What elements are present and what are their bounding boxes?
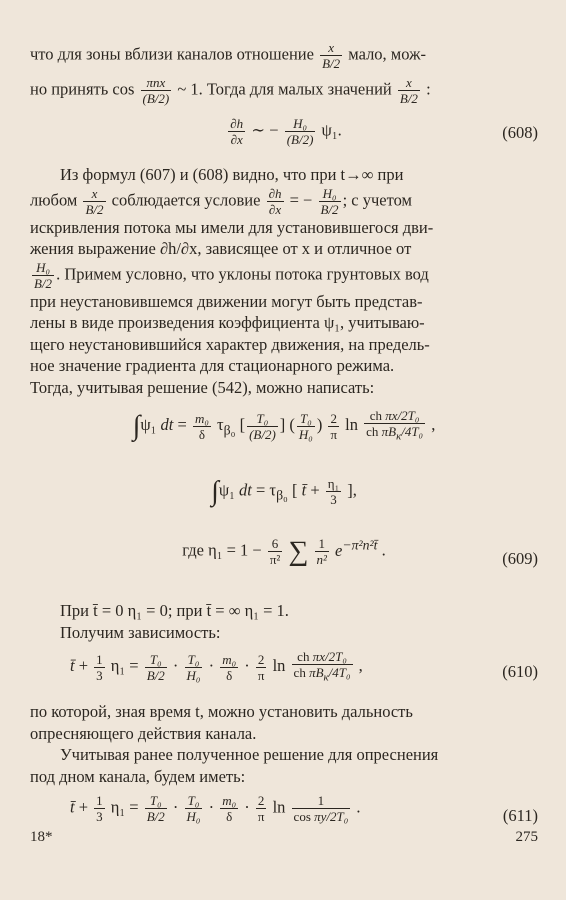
equation-608: $\frac{\partial h}{\partial x}$ ∼ − $\frac{\text{H₀}}{(B/2)}$ ψ₁. (608) [230,116,538,147]
equation-number: (610) [502,662,538,681]
signature-mark: 18* [30,829,53,845]
text-line: лены в виде произведения коэффициента ψ₁, учитываю- [30,313,425,332]
text-line: мало, мож- [348,44,426,64]
page-footer [30,829,538,846]
fraction: $\frac{\text{πnx}}{(B/2)}$ [142,75,170,106]
equation-integral-2: ∫ψ₁ dt = $\tau_{\beta_0}$ [ t̄ + $\frac{\text{η₁}}{3}$ ], [211,475,357,507]
text-line: Из формул (607) и (608) видно, что при t→∞ при [60,165,404,184]
text-line: щего неустановившийся характер движения, на предель- [30,334,430,354]
text-line: При t̄ = 0 η₁ = 0; при t̄ = ∞ η₁ = 1. [60,601,289,620]
text-line: жения выражение ∂h/∂x, зависящее от x и отличное от [30,239,412,258]
text-line: Учитывая ранее полученное решение для опреснения [60,745,439,764]
text-line: . Примем условно, что уклоны потока грунтовых вод [56,263,429,283]
equation-number: (608) [502,123,538,142]
text-line: ; с учетом [342,189,412,209]
equation-610: t̄ + $\frac{1}{3}$ η₁ = $\frac{\text{T₀}}{B/2}$ · $\frac{\text{T₀}}{\text{H₀}}$ · $\frac{\text{m₀}}{\delta}$ · $\frac{2}{\pi}$ ln $\frac{\text{ch πx/2T₀}}{ch \pi B_к/4T_0}$ , (610) [70,649,538,684]
text-line: под дном канала, будем иметь: [30,766,246,786]
text-line: соблюдается условие [111,189,261,209]
equation-number: (611) [502,806,538,825]
text-line: ~ 1. Тогда для малых значений [177,79,392,99]
text-line: ное значение градиента для стационарного режима. [30,356,395,375]
paragraph-1: что для зоны вблизи каналов отношение $\frac{x}{B/2}$ мало, мож- но принять cos $\frac{\text{πnx}}{(B/2)}$ ~ 1. Тогда для малых значений $\frac{x}{B/2}$ : [30,40,431,106]
text-line: опресняющего действия канала. [30,723,257,743]
text-line: любом [30,189,78,209]
fraction: $\frac{x}{B/2}$ [322,40,341,71]
paragraph-2: Из формул (607) и (608) видно, что при t→∞ при любом $\frac{x}{B/2}$ соблюдается условие $\frac{\partial h}{\partial x}$ = − $\frac{\text{H₀}}{B/2}$ ; с учетом искривления потока мы имели для установившегося дви- жения выражение ∂h/∂x, зависящее от x и отличное от $\frac{\text{H₀}}{B/2}$ . Примем условно, что уклоны потока грунтовых вод при неустановившемся движении могут быть представ- лены в виде произведения коэффициента ψ₁, учитываю- щего неустановившийся характер движения, на предель- ное значение градиента для стационарного режима. Тогда, учитывая решение (542), можно написать: [30,164,538,398]
paragraph-3 [30,701,538,787]
text-line: при неустановившемся движении могут быть представ- [30,291,423,311]
text-line: Тогда, учитывая решение (542), можно написать: [30,377,375,397]
page-number: 275 [515,829,538,845]
equation-number: (609) [502,549,538,568]
text-line: где η₁ = 1 − [182,540,262,560]
text-line: но принять cos [30,79,135,99]
equation-609: где η₁ = 1 − $\frac{6}{\text{π²}}$ ∑ $\frac{1}{\text{n²}}$ $e^{-\pi^2n^2t̄}$ . (609) [182,535,538,568]
text-line: по которой, зная время t, можно установить дальность [30,702,413,721]
equation-611: t̄ + $\frac{1}{3}$ η₁ = $\frac{\text{T₀}}{B/2}$ · $\frac{\text{T₀}}{\text{H₀}}$ · $\frac{\text{m₀}}{\delta}$ · $\frac{2}{\pi}$ ln $\frac{1}{\text{cos πy/2T₀}}$ . (611) [70,793,538,825]
text-line: Получим зависимость: [60,622,221,642]
text-line: что для зоны вблизи каналов отношение [30,44,314,64]
fraction: $\frac{x}{B/2}$ [399,75,418,106]
equation-integral-1: ∫ψ₁ dt = $\frac{\text{m₀}}{\delta}$ $\tau_{\beta_0}$ [ $\frac{\text{T₀}}{(B/2)}$ ] ( $\frac{\text{T₀}}{\text{H₀}}$ ) $\frac{2}{\pi}$ ln $\frac{\text{ch πx/2T₀}}{ch \pi B_к/4T_0}$ , [132,408,436,443]
page-body [30,40,538,845]
text-line: искривления потока мы имели для установившегося дви- [30,217,434,237]
